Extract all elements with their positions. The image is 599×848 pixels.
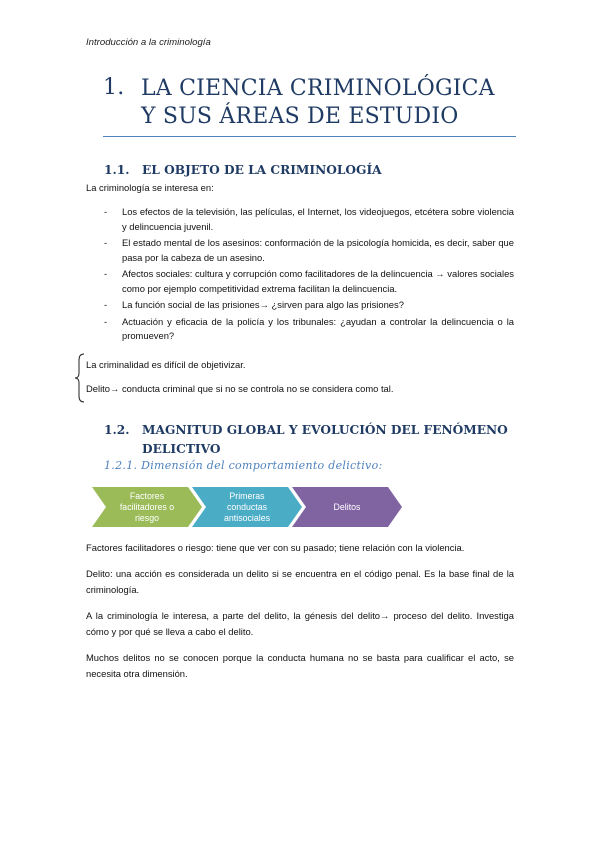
bullet-dash: -: [104, 268, 108, 279]
section-heading-1-2: [104, 421, 514, 459]
bullet-dash: -: [104, 315, 108, 327]
paragraph: Muchos delitos no se conocen porque la conducta humana no se basta para cualificar el acto, se necesita otra dimensión.: [86, 652, 514, 679]
note-line: La criminalidad es difícil de objetivizar.: [86, 359, 246, 370]
section-heading-1-1: [104, 161, 514, 181]
list-item: - Los efectos de la televisión, las películas, el Internet, los videojuegos, etcétera sobre violencia y delincuencia juvenil.: [104, 206, 514, 232]
process-diagram: [92, 487, 402, 527]
running-header: Introducción a la criminología: [86, 37, 211, 48]
section-intro: La criminología se interesa en:: [86, 182, 214, 193]
bullet-dash: -: [104, 206, 108, 217]
note-line: Delito→ conducta criminal que si no se controla no se considera como tal.: [86, 383, 394, 394]
process-step: [92, 487, 202, 527]
list-item: - La función social de las prisiones→ ¿sirven para algo las prisiones?: [86, 298, 514, 313]
paragraph: Delito: una acción es considerada un delito si se encuentra en el código penal. Es la base final de la criminología.: [86, 568, 514, 595]
process-step-label: Primeras conductas antisociales: [224, 490, 270, 523]
bullet-dash: -: [104, 299, 108, 310]
paragraph: A la criminología le interesa, a parte del delito, la génesis del delito→ proceso del delito. Investiga cómo y por qué se lleva a cabo el delito.: [86, 610, 514, 637]
bullet-dash: -: [104, 237, 108, 248]
section-number: 1.1.: [104, 163, 130, 177]
process-step: [292, 487, 402, 527]
list-item: - El estado mental de los asesinos: conformación de la psicología homicida, es decir, saber que pasa por la cabeza de un asesino.: [104, 237, 514, 263]
subsection-heading: 1.2.1. Dimensión del comportamiento delictivo:: [104, 459, 383, 472]
section-title-line: DELICTIVO: [142, 442, 221, 456]
paragraph: Factores facilitadores o riesgo: tiene que ver con su pasado; tiene relación con la violencia.: [86, 542, 465, 553]
process-step: [192, 487, 302, 527]
list-item: - Actuación y eficacia de la policía y los tribunales: ¿ayudan a controlar la delincuencia o la promueven?: [104, 315, 514, 341]
process-step-label: Delitos: [333, 501, 361, 512]
chapter-title-text: LA CIENCIA CRIMINOLÓGICA Y SUS ÁREAS DE ESTUDIO: [141, 76, 495, 129]
bullet-list: [86, 205, 514, 346]
section-title-line: MAGNITUD GLOBAL Y EVOLUCIÓN DEL FENÓMENO: [142, 423, 508, 437]
curly-brace-icon: [74, 353, 86, 403]
chapter-number: 1.: [103, 75, 125, 100]
process-step-label: Factores facilitadores o riesgo: [119, 490, 175, 523]
section-number: 1.2.: [104, 423, 130, 437]
section-title: EL OBJETO DE LA CRIMINOLOGÍA: [142, 163, 382, 177]
title-underline: [103, 136, 516, 137]
list-item: - Afectos sociales: cultura y corrupción como facilitadores de la delincuencia → valores sociales como por ejemplo competitividad extrema facilitan la delincuencia.: [104, 268, 514, 294]
